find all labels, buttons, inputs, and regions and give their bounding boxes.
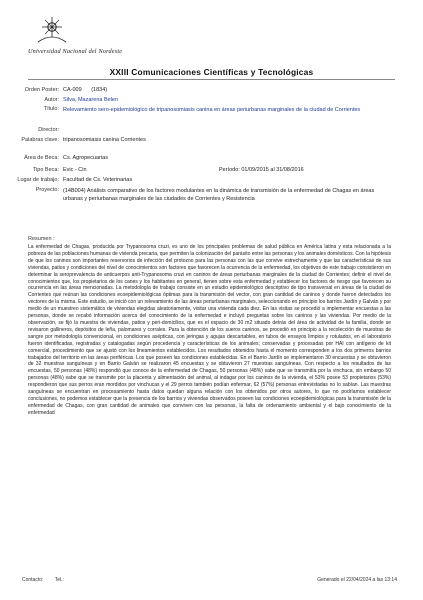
footer-contact bbox=[22, 577, 74, 583]
university-logo bbox=[30, 14, 100, 48]
resumen-text: La enfermedad de Chagas, producida por Trypanosoma cruzi, es uno de los principales problemas de salud pública en América latina y esta relacionada a la pobreza de las poblaciones humanas de vivienda precaria, que permiten la colonización del parásito entre las personas y los animales domésticos. Con la hipótesis de que los caninos son importantes reservorios de infección del protozoo para las personas con las que convive estrechamente y que las características de sus viviendas, patios y condiciones del nivel de conocimientos son factores que favorecen la ocurrencia de la enfermedad, los objetivos de este trabajo consistieron en determinar la seroprevalencia de anticuerpos anti-Trypanosoma cruzi en caninos de áreas periurbanas marginales de la ciudad de Corrientes; definir el nivel de conocimientos que, los propietarios de los canes y los habitantes en general, tienen sobre esta enfermedad y establecer los factores de riesgo que favorecen su ocurrencia en las áreas mencionadas. La metodología de trabajo consiste en un estudio epidemiológico descriptivo de tipo transversal en áreas de la ciudad de Corrientes que reúnan las condiciones ecoepidemiológicas óptimas para la transmisión del vector, con gran cantidad de caninos y donde fueron detectados los vectores de la misma. Este estudio, se inició con un relevamiento de las áreas periurbanas marginales, seleccionando en principio los barrios Jardín y Galván y por medio de un muestreo sistemático de viviendas elegidas aleatoriamente, visitar una vivienda cada diez. En las visitas se procedió a implementar encuestas a las personas, donde se recabó información acerca del conocimiento de la enfermedad e incluyó preguntas sobre los caninos y las viviendas. Por medio de la observación, se fijó la muestra de viviendas, patios y peri-domicilios, que es el espacio de 30 m2 situado detrás del área de actividad de la familia, donde se revisaron gallineros, depósitos de leña, palomares y corrales. Para la obtención de los sueros caninos, se procedió en principio a la recolección de muestras de sangre por metodología convencional, en condiciones asépticas, con jeringas y agujas descartables, en tubos de ensayos limpios y rotulados, en el laboratorio fueron identificadas, registradas y catalogadas según procedencia y características de los animales; conservadas y procesadas por HAI con antígeno de kit comercial, procedimiento que se ajustó con los lineamientos establecidos. Los resultados obtenidos hasta el momento corresponden a los dos primeros barrios trabajados del territorio en las áreas periféricas. Los que poseen las condiciones establecidas. En el Barrio Jardín se implementaron 30 encuestas y se obtuvieron de 32 muestras sanguíneas y en Barrio Galván se realizaron 45 encuestas y se obtuvieron 27 muestras sanguíneas. Con respecto a los resultados de las encuestas, 50 personas (48%) respondió que conoce de la enfermedad de Chagas, 50 personas (48%) sabe que se transmitía por la vinchuca, sin embargo 50 personas (48%) sabe que se transmite por la placenta y alimentación del animal, al indagar por los caninos de la vivienda, el 53% posee 53 propietarios (53%) respondieron que sus perros eran mordidos por vinchucas y el 29 perros también podían enfermar, 62 (57%) personas entrevistadas no lo sabían. Las muestras sanguíneas se encuentran en procesamiento hasta datos quedan alguna relación con los obtenidos por otros autores, lo que no podríamos establecer conclusiones, no podemos establecer que la presencia de los barrios y viviendas observados poseen las condiciones ecoepidemiológicas para la transmisión de la enfermedad de Chagas, con gran cantidad de animales que conviven con las personas, la falta de ordenamiento ambiental y el bajo conocimiento de la enfermedad bbox=[28, 244, 391, 416]
orden-poster-label: Orden Poster: bbox=[24, 87, 59, 93]
lugar-trabajo-label: Lugar de trabajo: bbox=[17, 177, 59, 183]
area-beca-value: Cs. Agropecuarias bbox=[63, 155, 108, 161]
periodo-field bbox=[219, 167, 304, 173]
periodo-label: Período: bbox=[219, 167, 240, 173]
autor-value: Silva, Mazarena Belen bbox=[63, 97, 119, 103]
lugar-trabajo-value: Facultad de Cs. Veterinarias bbox=[63, 177, 133, 183]
tel-label: Tel.: bbox=[54, 577, 64, 583]
titulo-value: Relevamiento sero-epidemiológico de tripanosomiasis canina en áreas periurbanas marginales de la ciudad de Corrientes bbox=[63, 107, 361, 113]
footer-generated: Generado el 22/04/2024 a las 13:14 bbox=[317, 577, 397, 583]
titulo-label: Título: bbox=[43, 106, 59, 112]
tipo-beca-value: Evic - Cin bbox=[63, 167, 87, 173]
area-beca-label: Área de Beca: bbox=[24, 155, 59, 161]
page-title: XXIII Comunicaciones Científicas y Tecnológicas bbox=[109, 67, 314, 77]
autor-label: Autor: bbox=[44, 97, 59, 103]
palabras-clave-label: Palabras clave: bbox=[21, 137, 59, 143]
proyecto-label: Proyecto: bbox=[35, 187, 59, 193]
university-name: Universidad Nacional del Nordeste bbox=[28, 48, 123, 55]
periodo-value: 01/09/2015 al 31/08/2016 bbox=[241, 167, 304, 173]
tipo-beca-label: Tipo Beca: bbox=[32, 167, 59, 173]
proyecto-value: (14B004) Análisis comparativo de los factores modulantes en la dinámica de transmisión de la enfermedad de Chagas en áreas urbanas y periurbanas marginales de las ciudades de Corrientes y Resistencia bbox=[63, 188, 375, 202]
orden-poster-extra: (1834) bbox=[91, 87, 108, 93]
palabras-clave-value: tripanosomiasis canina Corrientes bbox=[63, 137, 146, 143]
orden-poster-value: CA-009 (1834) bbox=[63, 87, 108, 93]
resumen-label: Resumen : bbox=[28, 236, 55, 242]
contacto-label: Contacto: bbox=[22, 577, 44, 583]
director-label: Director: bbox=[38, 127, 59, 133]
divider bbox=[28, 79, 395, 80]
